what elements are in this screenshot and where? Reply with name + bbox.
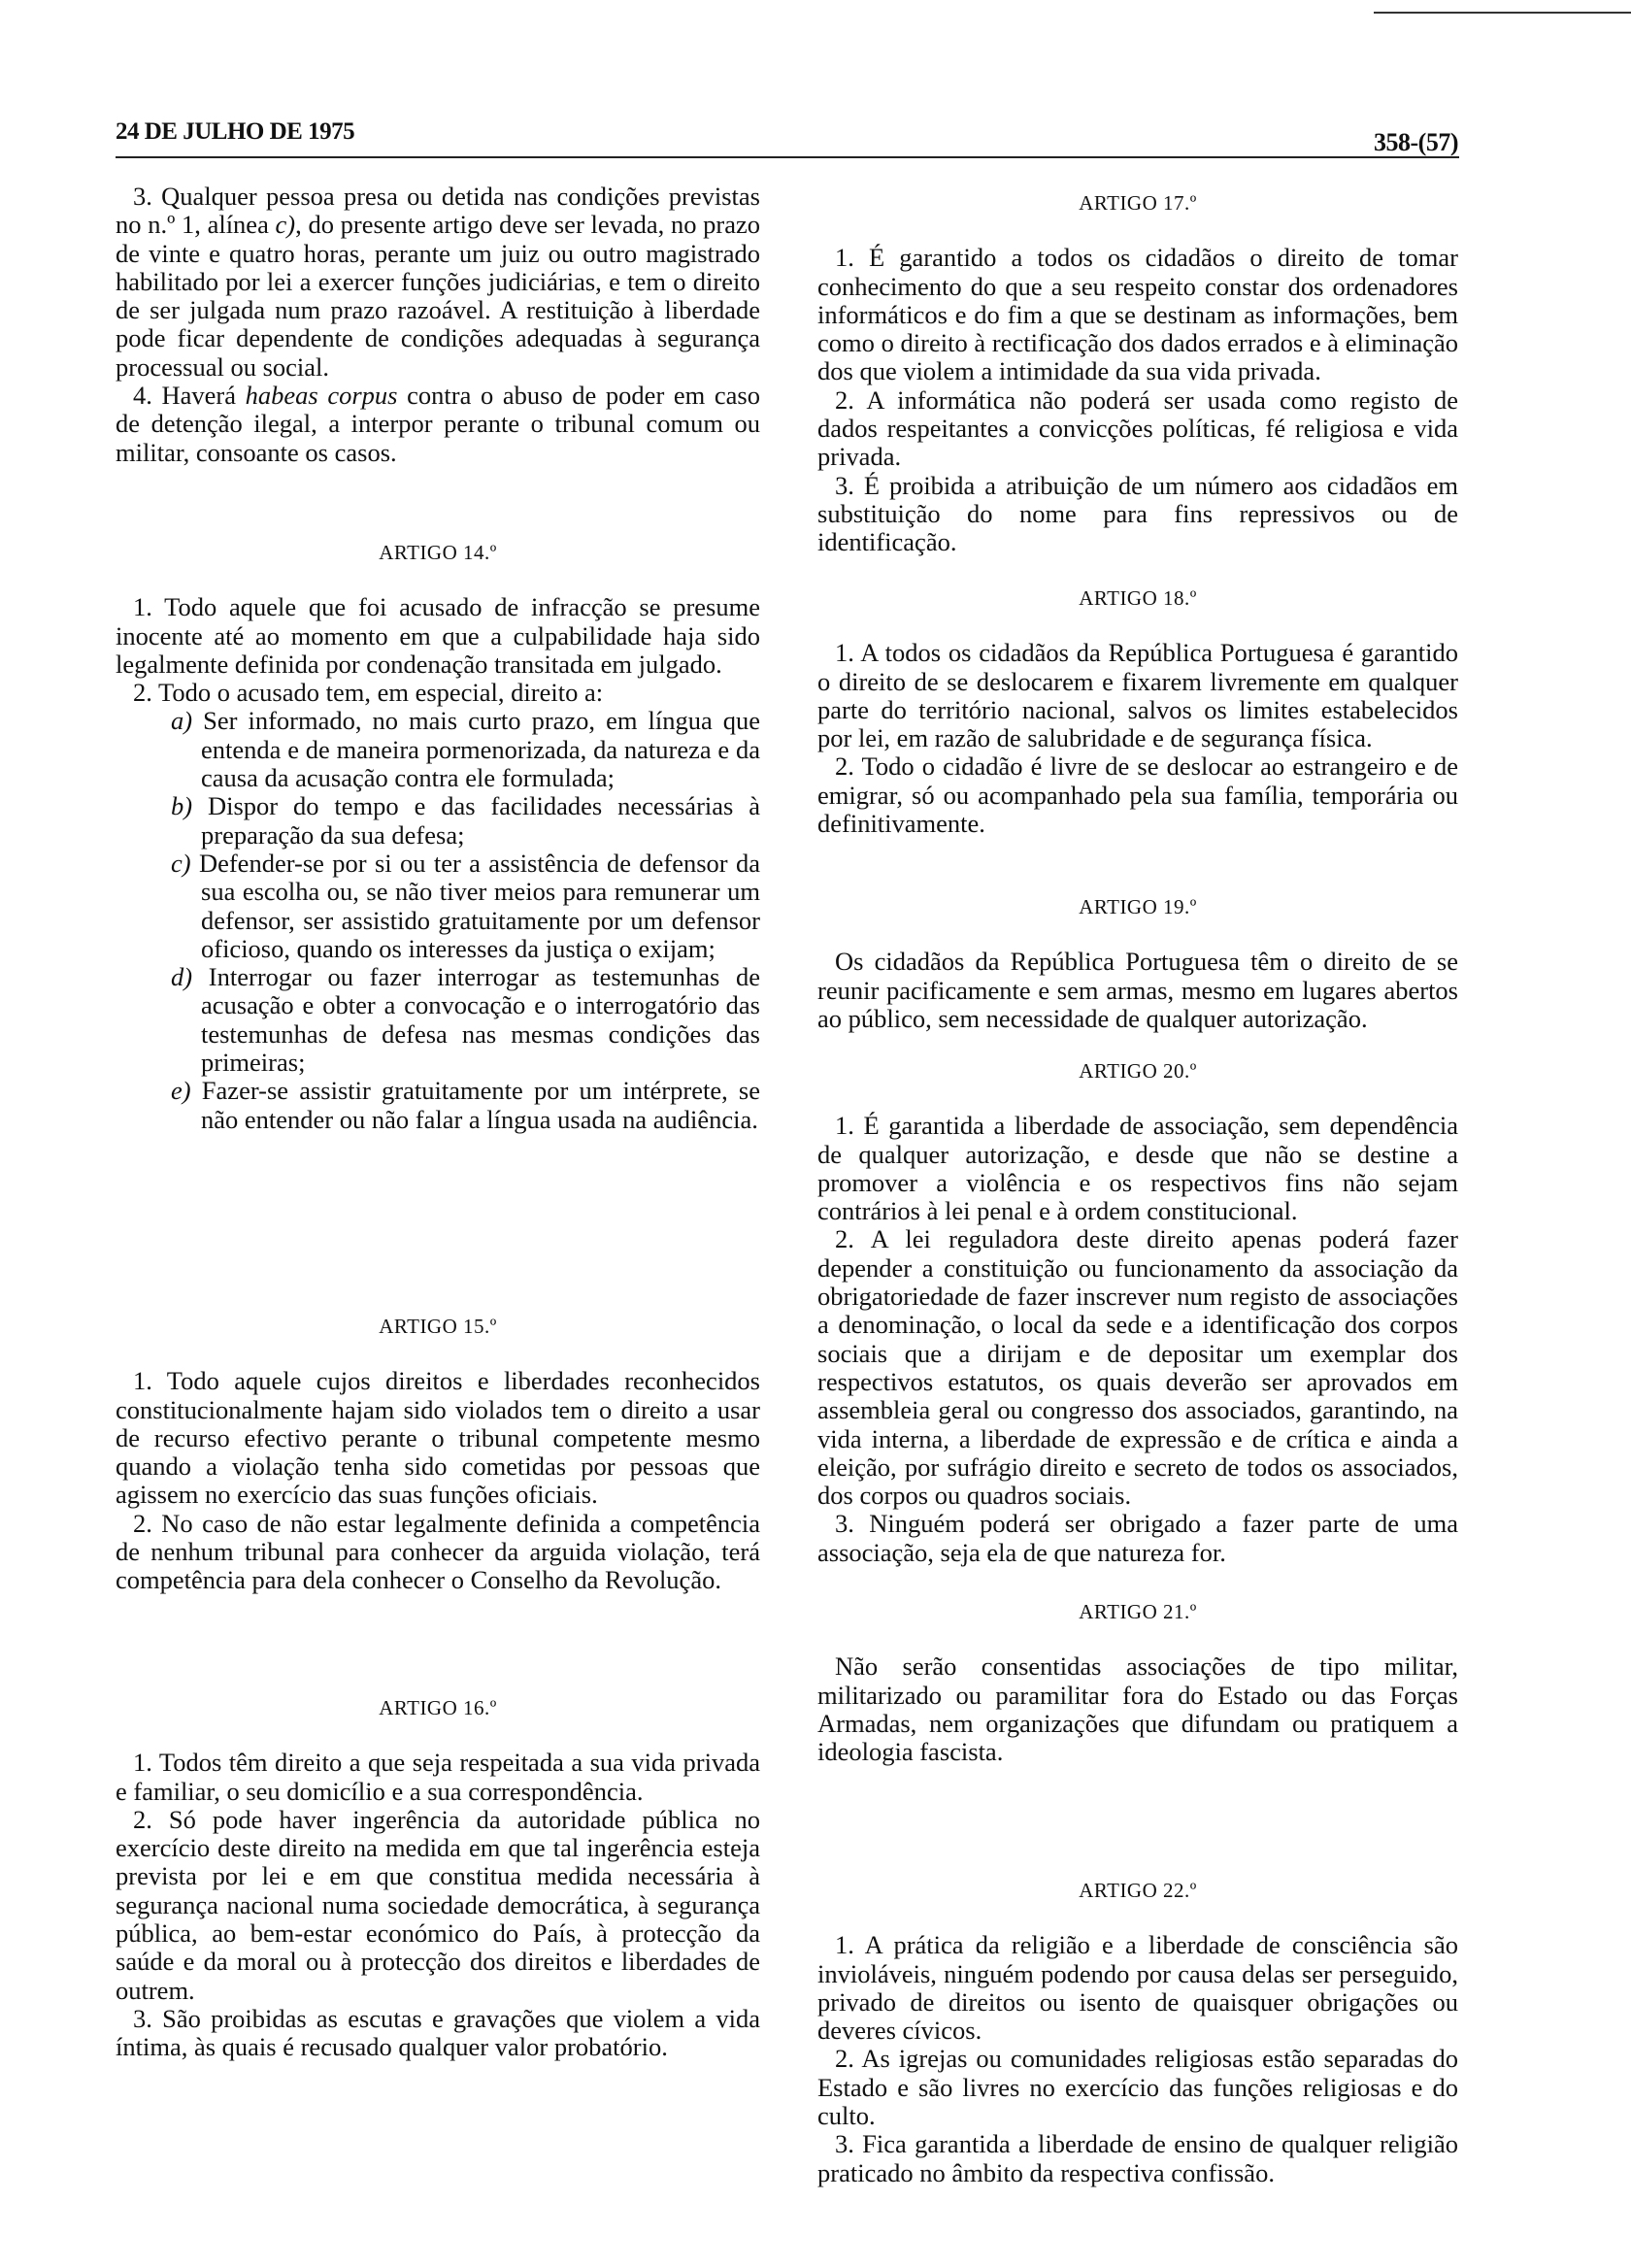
item-text: Ser informado, no mais curto prazo, em língua que entenda e de maneira pormenorizada, da natureza e da causa da acusação contra ele formulada;	[192, 706, 760, 793]
text-italic: habeas corpus	[245, 381, 398, 411]
text: contra o abuso de poder em caso de detenção ilegal, a interpor perante o tribunal comum ou militar, consoante os casos.	[116, 381, 760, 467]
article-heading: ARTIGO 19.º	[1079, 895, 1197, 918]
text: , do presente artigo deve ser levada, no prazo de vinte e quatro horas, perante um juiz ou outro magistrado habilitado por lei a exercer funções judiciárias, e tem o direito de ser julgada num prazo razoável. A restituição à liberdade pode ficar dependente de condições adequadas à segurança processual ou social.	[116, 210, 760, 382]
page-number: 358-(57)	[1374, 128, 1458, 156]
paragraph: 2. A informática não poderá ser usada como registo de dados respeitantes a convicções políticas, fé religiosa e vida privada.	[817, 384, 1458, 472]
text: 3. Qualquer pessoa presa ou detida nas condições previstas no n.º 1, alínea	[116, 182, 760, 240]
list-item	[116, 1077, 760, 1134]
list-item	[116, 707, 760, 792]
item-text: Defender-se por si ou ter a assistência de defensor da sua escolha ou, se não tiver meios para remunerar um defensor, ser assistido gratuitamente por um defensor oficioso, quando os interesses da justiça o exijam;	[190, 848, 760, 963]
paragraph: 2. As igrejas ou comunidades religiosas estão separadas do Estado e são livres no exercício das funções religiosas e do culto.	[817, 2044, 1458, 2131]
paragraph: 3. É proibida a atribuição de um número aos cidadãos em substituição do nome para fins repressivos ou de identificação.	[817, 470, 1458, 557]
paragraph: 2. Só pode haver ingerência da autoridade pública no exercício deste direito na medida em que tal ingerência esteja prevista por lei e em que constitua medida necessária à segurança nacional numa sociedade democrática, à segurança pública, ao bem-estar económico do País, à protecção da saúde e da moral ou à protecção dos direitos e liberdades de outrem.	[116, 1804, 760, 2005]
article-heading: ARTIGO 16.º	[379, 1696, 497, 1719]
article-15	[116, 1313, 760, 1595]
paragraph: Os cidadãos da República Portuguesa têm o direito de se reunir pacificamente e sem armas, mesmo em lugares abertos ao público, sem necessidade de qualquer autorização.	[817, 947, 1458, 1033]
paragraph: 3. São proibidas as escutas e gravações que violem a vida íntima, às quais é recusado qualquer valor probatório.	[116, 2003, 760, 2062]
item-text: Fazer-se assistir gratuitamente por um intérprete, se não entender ou não falar a língua usada na audiência.	[190, 1076, 760, 1134]
item-label: d)	[171, 962, 193, 992]
article-heading: ARTIGO 21.º	[1079, 1600, 1197, 1623]
article-20	[817, 1057, 1458, 1567]
paragraph: 1. Todo aquele cujos direitos e liberdades reconhecidos constitucionalmente hajam sido violados tem o direito a usar de recurso efectivo perante o tribunal competente mesmo quando a violação tenha sido cometidas por pessoas que agissem no exercício das suas funções oficiais.	[116, 1366, 760, 1510]
item-label: a)	[171, 706, 193, 736]
item-label: e)	[171, 1076, 191, 1106]
paragraph: Não serão consentidas associações de tipo militar, militarizado ou paramilitar fora do Estado ou das Forças Armadas, nem organizações que difundam ou pratiquem a ideologia fascista.	[817, 1651, 1458, 1767]
header-rule	[116, 156, 1459, 158]
item-text: Dispor do tempo e das facilidades necessárias à preparação da sua defesa;	[192, 791, 760, 850]
article-heading: ARTIGO 20.º	[1079, 1059, 1197, 1083]
article-17	[817, 189, 1458, 557]
paragraph: 2. No caso de não estar legalmente definida a competência de nenhum tribunal para conhecer da arguida violação, terá competência para dela conhecer o Conselho da Revolução.	[116, 1508, 760, 1595]
top-edge-rule	[1374, 12, 1631, 14]
article-22	[817, 1877, 1458, 2187]
article-18	[817, 584, 1458, 838]
paragraph: 1. Todo aquele que foi acusado de infracção se presume inocente até ao momento em que a culpabilidade haja sido legalmente definida por condenação transitada em julgado.	[116, 592, 760, 679]
item-label: b)	[171, 791, 193, 821]
article-19	[817, 893, 1458, 1033]
article-heading: ARTIGO 18.º	[1079, 586, 1197, 610]
text: 4. Haverá	[133, 381, 246, 411]
paragraph	[116, 382, 760, 467]
item-text: Interrogar ou fazer interrogar as testemunhas de acusação e obter a convocação e o interrogatório das testemunhas de defesa nas mesmas condições das primeiras;	[192, 962, 760, 1078]
list-item	[116, 850, 760, 963]
article-21	[817, 1598, 1458, 1766]
article-heading: ARTIGO 22.º	[1079, 1879, 1197, 1902]
article-heading: ARTIGO 14.º	[379, 541, 497, 564]
paragraph	[116, 183, 760, 382]
item-label: c)	[171, 848, 191, 878]
text-italic: c)	[275, 210, 296, 240]
article-16	[116, 1694, 760, 2062]
article-heading: ARTIGO 15.º	[379, 1315, 497, 1338]
list-item	[116, 792, 760, 850]
paragraph: 2. Todo o cidadão é livre de se deslocar ao estrangeiro e de emigrar, só ou acompanhado pela sua família, temporária ou definitivamente.	[817, 751, 1458, 839]
article-heading: ARTIGO 17.º	[1079, 191, 1197, 215]
article-14	[116, 539, 760, 1134]
continuation-article-13	[116, 183, 760, 467]
paragraph: 3. Ninguém poderá ser obrigado a fazer parte de uma associação, seja ela de que natureza for.	[817, 1509, 1458, 1567]
paragraph: 1. A todos os cidadãos da República Portuguesa é garantido o direito de se deslocarem e fixarem livremente em qualquer parte do território nacional, salvos os limites estabelecidos por lei, em razão de salubridade e de segurança física.	[817, 638, 1458, 753]
paragraph: 1. A prática da religião e a liberdade de consciência são invioláveis, ninguém podendo por causa delas ser perseguido, privado de direitos ou isento de quaisquer obrigações ou deveres cívicos.	[817, 1930, 1458, 2046]
paragraph: 1. É garantido a todos os cidadãos o direito de tomar conhecimento do que a seu respeito constar dos ordenadores informáticos e do fim a que se destinam as informações, bem como o direito à rectificação dos dados errados e à eliminação dos que violem a intimidade da sua vida privada.	[817, 243, 1458, 386]
list-item	[116, 963, 760, 1077]
paragraph: 1. É garantida a liberdade de associação, sem dependência de qualquer autorização, e desde que não se destine a promover a violência e os respectivos fins não sejam contrários à lei penal e à ordem constitucional.	[817, 1111, 1458, 1226]
paragraph: 3. Fica garantida a liberdade de ensino de qualquer religião praticado no âmbito da respectiva confissão.	[817, 2129, 1458, 2187]
paragraph: 1. Todos têm direito a que seja respeitada a sua vida privada e familiar, o seu domicílio e a sua correspondência.	[116, 1748, 760, 1806]
paragraph: 2. Todo o acusado tem, em especial, direito a:	[133, 678, 604, 708]
header-date: 24 DE JULHO DE 1975	[116, 118, 355, 145]
paragraph: 2. A lei reguladora deste direito apenas poderá fazer depender a constituição ou funcionamento da associação da obrigatoriedade de fazer inscrever num registo de associações a denominação, o local da sede e a identificação dos corpos sociais que a dirijam e de depositar um exemplar dos respectivos estatutos, os quais deverão ser aprovados em assembleia geral ou congresso dos associados, garantindo, na vida interna, a liberdade de expressão e de crítica e ainda a eleição, por sufrágio direito e secreto de todos os associados, dos corpos ou quadros sociais.	[817, 1224, 1458, 1511]
